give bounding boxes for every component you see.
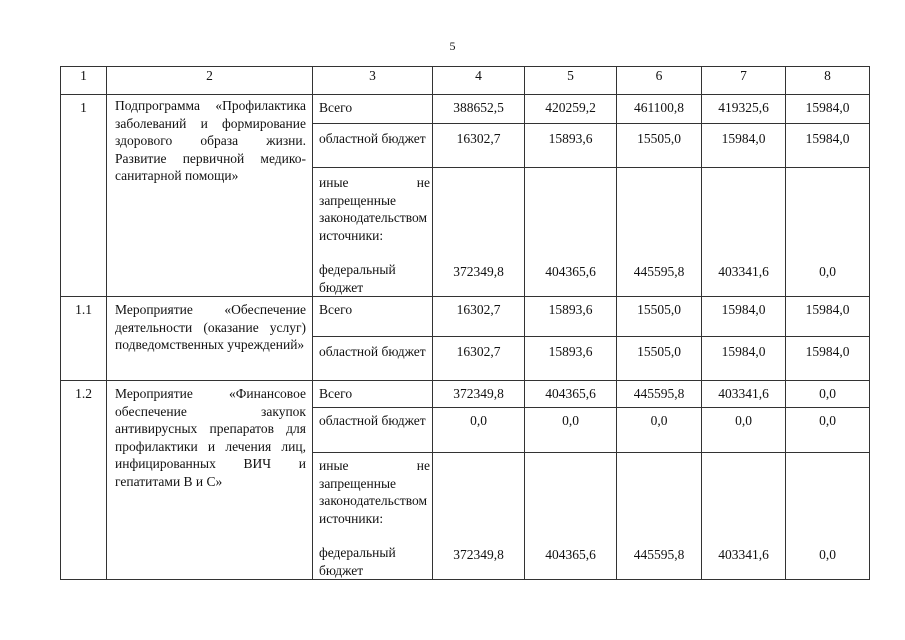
- value-cell: 15984,0: [702, 297, 786, 337]
- header-cell: 4: [433, 67, 525, 95]
- row-name: [107, 95, 313, 297]
- value-cell: 0,0: [786, 381, 870, 408]
- source-label: Всего: [313, 381, 433, 408]
- value-cell: 15984,0: [786, 337, 870, 381]
- source-sublabel: федеральный бюджет: [319, 262, 396, 295]
- table-row: [61, 297, 870, 337]
- value-cell: 404365,6: [525, 381, 617, 408]
- row-name-text: Подпрограмма «Профилактика заболеваний и формирование здорового образа жизни. Развитие первичной медико-санитарной помощи»: [115, 98, 306, 183]
- value-cell: 15505,0: [617, 297, 702, 337]
- value-cell: 404365,6: [525, 168, 617, 297]
- source-label: Всего: [313, 95, 433, 124]
- value-cell: 15893,6: [525, 124, 617, 168]
- budget-table: [60, 66, 870, 580]
- source-label: областной бюджет: [313, 337, 433, 381]
- source-label: иные не запрещенные законодательством источники:: [319, 175, 430, 243]
- source-label: иные не запрещенные законодательством источники:: [319, 458, 430, 526]
- value-cell: 15505,0: [617, 124, 702, 168]
- value-cell: 16302,7: [433, 124, 525, 168]
- value-cell: 420259,2: [525, 95, 617, 124]
- row-name: [107, 297, 313, 381]
- value-cell: 0,0: [786, 408, 870, 453]
- value-cell: 15893,6: [525, 337, 617, 381]
- header-cell: 7: [702, 67, 786, 95]
- value-cell: 404365,6: [525, 453, 617, 580]
- header-cell: 6: [617, 67, 702, 95]
- value-cell: 0,0: [525, 408, 617, 453]
- row-number: 1: [61, 95, 107, 297]
- page-number: 5: [449, 39, 456, 53]
- value-cell: 15984,0: [786, 95, 870, 124]
- row-name-text: Мероприятие «Финансовое обеспечение закупок антивирусных препаратов для профилактики и лечения лиц, инфицированных ВИЧ и гепатитами В и С»: [115, 386, 306, 489]
- source-label: областной бюджет: [313, 408, 433, 453]
- header-cell: 8: [786, 67, 870, 95]
- header-cell: 5: [525, 67, 617, 95]
- header-row: [61, 67, 870, 95]
- header-cell: 1: [61, 67, 107, 95]
- row-number: 1.2: [61, 381, 107, 580]
- value-cell: 16302,7: [433, 337, 525, 381]
- value-cell: 419325,6: [702, 95, 786, 124]
- table-row: [61, 95, 870, 124]
- value-cell: 372349,8: [433, 168, 525, 297]
- value-cell: 0,0: [786, 168, 870, 297]
- value-cell: 445595,8: [617, 381, 702, 408]
- value-cell: 0,0: [433, 408, 525, 453]
- value-cell: 16302,7: [433, 297, 525, 337]
- row-name-text: Мероприятие «Обеспечение деятельности (оказание услуг) подведомственных учреждений»: [115, 302, 306, 352]
- source-cell-other: [313, 453, 433, 580]
- table-row: [61, 381, 870, 408]
- value-cell: 15984,0: [786, 124, 870, 168]
- value-cell: 0,0: [786, 453, 870, 580]
- value-cell: 372349,8: [433, 381, 525, 408]
- source-sublabel: федеральный бюджет: [319, 545, 396, 578]
- value-cell: 15984,0: [702, 124, 786, 168]
- value-cell: 403341,6: [702, 453, 786, 580]
- value-cell: 403341,6: [702, 168, 786, 297]
- value-cell: 372349,8: [433, 453, 525, 580]
- row-name: [107, 381, 313, 580]
- source-label: Всего: [313, 297, 433, 337]
- header-cell: 3: [313, 67, 433, 95]
- value-cell: 15984,0: [786, 297, 870, 337]
- header-cell: 2: [107, 67, 313, 95]
- value-cell: 15984,0: [702, 337, 786, 381]
- value-cell: 445595,8: [617, 168, 702, 297]
- value-cell: 0,0: [617, 408, 702, 453]
- source-label: областной бюджет: [313, 124, 433, 168]
- value-cell: 445595,8: [617, 453, 702, 580]
- row-number: 1.1: [61, 297, 107, 381]
- value-cell: 388652,5: [433, 95, 525, 124]
- value-cell: 461100,8: [617, 95, 702, 124]
- value-cell: 15505,0: [617, 337, 702, 381]
- source-cell-other: [313, 168, 433, 297]
- value-cell: 0,0: [702, 408, 786, 453]
- value-cell: 15893,6: [525, 297, 617, 337]
- value-cell: 403341,6: [702, 381, 786, 408]
